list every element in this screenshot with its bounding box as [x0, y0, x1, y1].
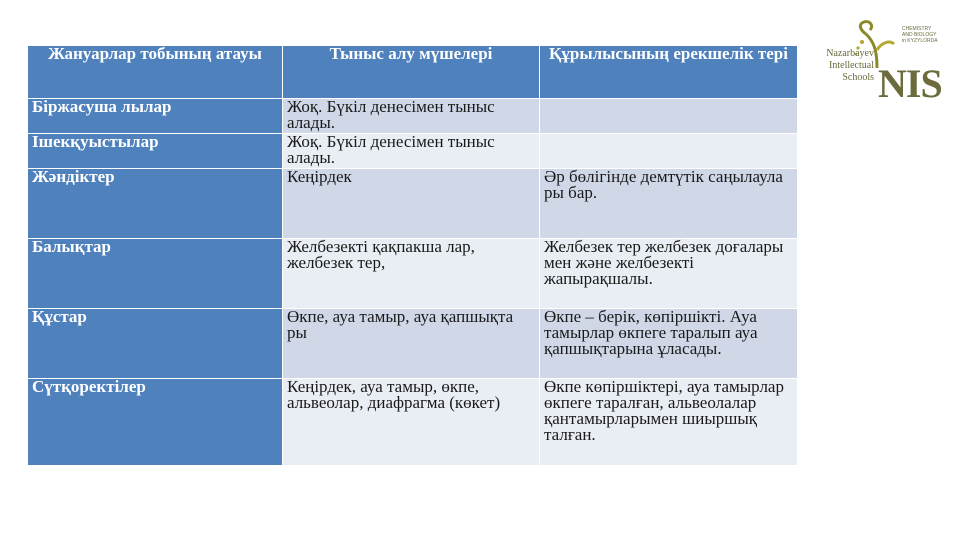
animal-group-cell: Сүтқоректілер [28, 379, 283, 466]
features-cell: Әр бөлігінде демтүтік саңылаула ры бар. [540, 169, 798, 239]
organs-cell: Кеңірдек, ауа тамыр, өкпе, альвеолар, диафрагма (көкет) [283, 379, 540, 466]
header-structure-features: Құрылысының ерекшелік тері [540, 46, 798, 99]
table-row [28, 169, 798, 239]
organs-cell: Кеңірдек [283, 169, 540, 239]
organs-cell: Желбезекті қақпакша лар, желбезек тер, [283, 239, 540, 309]
table-row [28, 239, 798, 309]
header-animal-group: Жануарлар тобының атауы [28, 46, 283, 99]
logo-school-name: Nazarbayev Intellectual Schools [826, 48, 874, 83]
animal-respiration-table [27, 45, 797, 466]
features-cell [540, 134, 798, 169]
organs-cell: Жоқ. Бүкіл денесімен тыныс алады. [283, 99, 540, 134]
features-cell: Өкпе көпіршіктері, ауа тамырлар өкпеге таралған, альвеолалар қантамырларымен шиыршық талған. [540, 379, 798, 466]
table-row [28, 99, 798, 134]
table-header-row [28, 46, 798, 99]
features-cell: Өкпе – берік, көпіршікті. Ауа тамырлар өкпеге таралып ауа қапшықтарына ұласады. [540, 309, 798, 379]
animal-group-cell: Жәндіктер [28, 169, 283, 239]
animal-group-cell: Балықтар [28, 239, 283, 309]
organs-cell: Өкпе, ауа тамыр, ауа қапшықта ры [283, 309, 540, 379]
features-cell [540, 99, 798, 134]
organs-cell: Жоқ. Бүкіл денесімен тыныс алады. [283, 134, 540, 169]
nis-logo [812, 18, 942, 108]
header-respiratory-organs: Тыныс алу мүшелері [283, 46, 540, 99]
animal-group-cell: Біржасуша лылар [28, 99, 283, 134]
logo-nis-letters: NIS [878, 61, 942, 106]
table-row [28, 309, 798, 379]
features-cell: Желбезек тер желбезек доғалары мен және желбезекті жапырақшалы. [540, 239, 798, 309]
table-row [28, 134, 798, 169]
animal-group-cell: Құстар [28, 309, 283, 379]
table-row [28, 379, 798, 466]
animal-group-cell: Ішекқуыстылар [28, 134, 283, 169]
logo-subtitle: CHEMISTRY AND BIOLOGY in KYZYLORDA [902, 26, 938, 44]
